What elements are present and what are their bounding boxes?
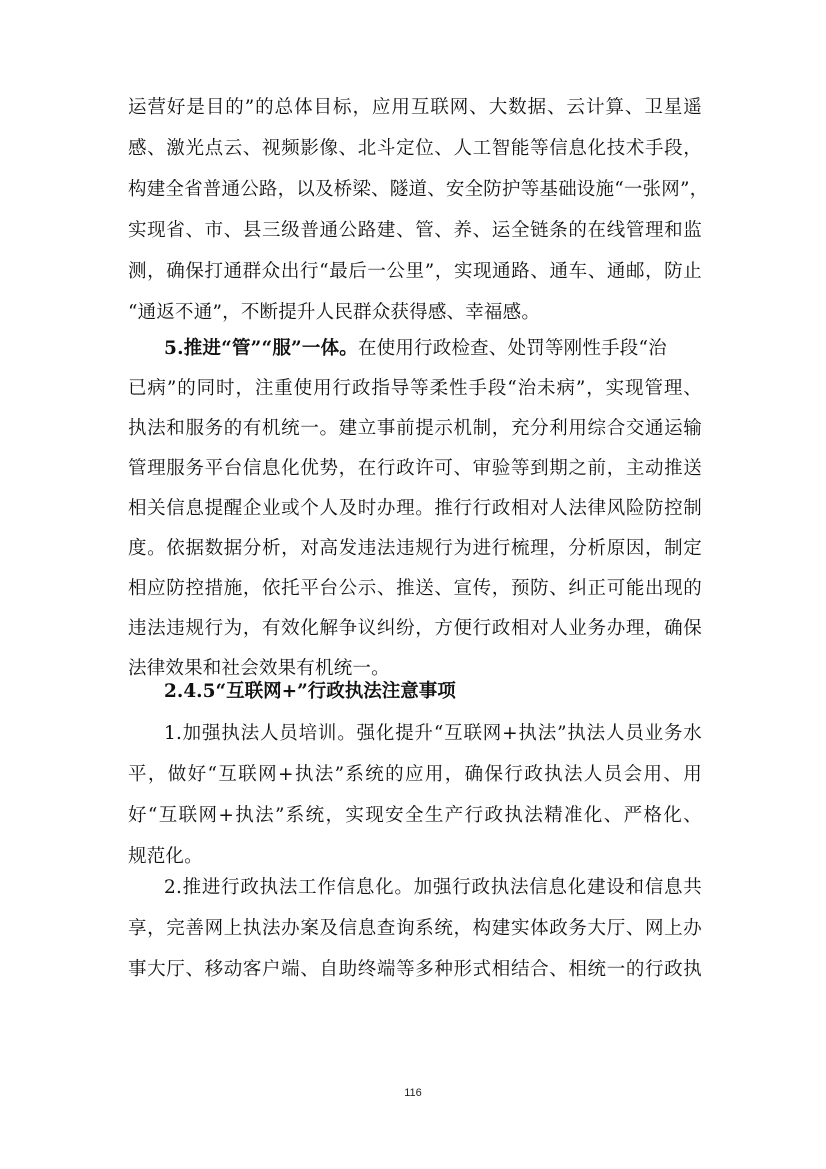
paragraph-3-line-2: 平，做好“互联网+执法”系统的应用，确保行政执法人员会用、用 [128, 764, 702, 785]
paragraph-3-line-3: 好“互联网+执法”系统，实现安全生产行政执法精准化、严格化、 [128, 805, 702, 826]
page-number: 116 [404, 1087, 422, 1099]
paragraph-2-line-1 [164, 337, 702, 361]
paragraph-2-first-rest: 在使用行政检查、处罚等刚性手段“治 [357, 338, 667, 359]
paragraph-1-line-5: 测，确保打通群众出行“最后一公里”，实现通路、通车、通邮，防止 [128, 261, 702, 282]
paragraph-1-line-6: “通返不通”，不断提升人民群众获得感、幸福感。 [128, 302, 541, 323]
paragraph-2-line-3: 执法和服务的有机统一。建立事前提示机制，充分利用综合交通运输 [128, 418, 702, 439]
paragraph-2-line-6: 度。依据数据分析，对高发违法违规行为进行梳理，分析原因，制定 [128, 538, 702, 559]
paragraph-3-line-4: 规范化。 [128, 846, 203, 867]
paragraph-2-line-5: 相关信息提醒企业或个人及时办理。推行行政相对人法律风险防控制 [128, 498, 702, 519]
paragraph-4-line-1: 2.推进行政执法工作信息化。加强行政执法信息化建设和信息共 [164, 877, 702, 898]
paragraph-2-lead: 5.推进“管”“服”一体。 [164, 338, 358, 359]
paragraph-2-line-2: 已病”的同时，注重使用行政指导等柔性手段“治未病”，实现管理、 [128, 378, 702, 399]
paragraph-1-line-3: 构建全省普通公路，以及桥梁、隧道、安全防护等基础设施“一张网”， [128, 179, 709, 200]
paragraph-2-line-7: 相应防控措施，依托平台公示、推送、宣传，预防、纠正可能出现的 [128, 578, 702, 599]
paragraph-4-line-2: 享，完善网上执法办案及信息查询系统，构建实体政务大厅、网上办 [128, 918, 702, 939]
paragraph-2-line-9: 法律效果和社会效果有机统一。 [128, 658, 390, 679]
paragraph-1-line-4: 实现省、市、县三级普通公路建、管、养、运全链条的在线管理和监 [128, 220, 702, 241]
section-heading: 2.4.5“互联网+”行政执法注意事项 [164, 681, 456, 702]
paragraph-2-line-4: 管理服务平台信息化优势，在行政许可、审验等到期之前，主动推送 [128, 458, 702, 479]
paragraph-1-line-2: 感、激光点云、视频影像、北斗定位、人工智能等信息化技术手段， [128, 138, 702, 159]
paragraph-4-line-3: 事大厅、移动客户端、自助终端等多种形式相结合、相统一的行政执 [128, 959, 702, 980]
paragraph-3-line-1: 1.加强执法人员培训。强化提升“互联网+执法”执法人员业务水 [164, 723, 702, 744]
paragraph-2-line-8: 违法违规行为，有效化解争议纠纷，方便行政相对人业务办理，确保 [128, 618, 702, 639]
paragraph-1-line-1: 运营好是目的”的总体目标，应用互联网、大数据、云计算、卫星遥 [128, 97, 702, 118]
